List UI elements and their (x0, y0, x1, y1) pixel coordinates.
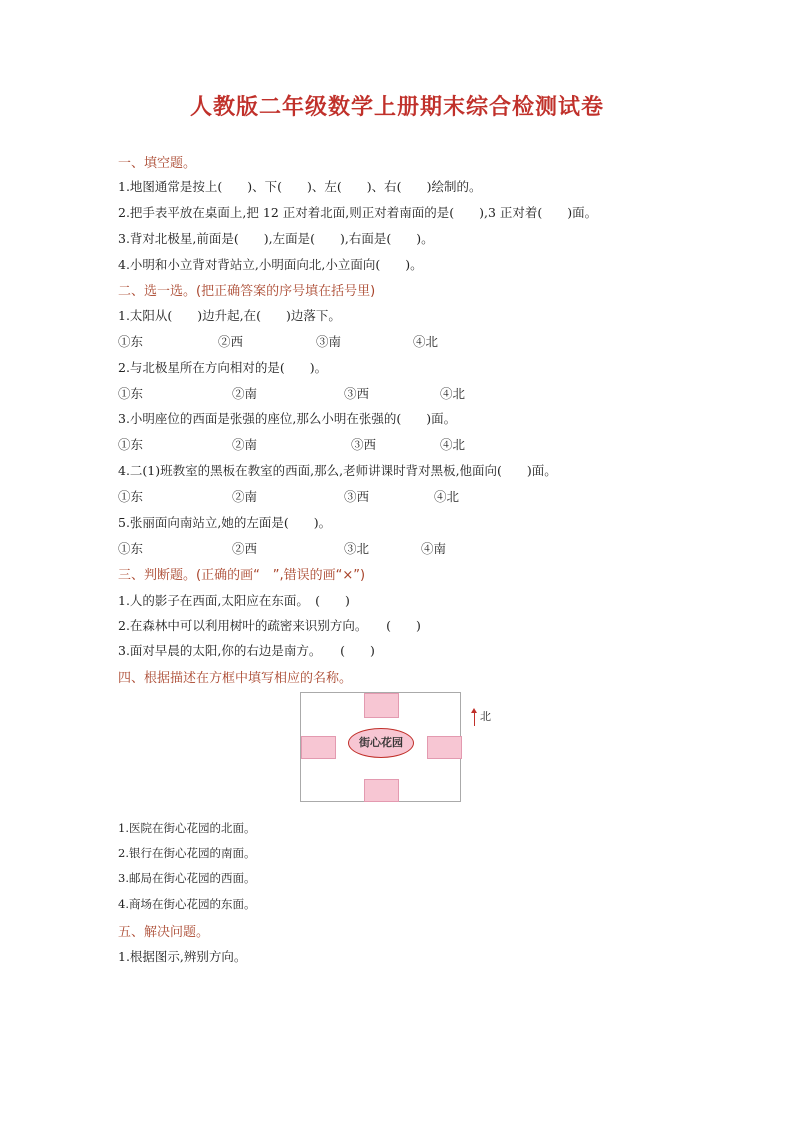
s2-question-2: 2.与北极星所在方向相对的是( )。 (118, 360, 328, 375)
s3-question-2: 2.在森林中可以利用树叶的疏密来识别方向。 ( ) (118, 618, 421, 633)
garden-diagram (300, 692, 461, 802)
s3-question-3: 3.面对早晨的太阳,你的右边是南方。 ( ) (118, 643, 375, 658)
west-blank-box[interactable] (301, 736, 336, 759)
section-4-heading: 四、根据描述在方框中填写相应的名称。 (118, 671, 353, 686)
s2-question-4: 4.二(1)班教室的黑板在教室的西面,那么,老师讲课时背对黑板,他面向( )面。 (118, 463, 557, 478)
section-3-heading: 三、判断题。(正确的画“ ”,错误的画“×”) (118, 568, 366, 583)
s2-q3-option-c: ③西 (351, 437, 377, 452)
s2-question-3: 3.小明座位的西面是张强的座位,那么小明在张强的( )面。 (118, 411, 457, 426)
s2-q3-option-b: ②南 (232, 437, 258, 452)
south-blank-box[interactable] (364, 779, 399, 802)
s1-question-2: 2.把手表平放在桌面上,把 12 正对着北面,则正对着南面的是( ),3 正对着( )面。 (118, 205, 598, 220)
s1-question-1: 1.地图通常是按上( )、下( )、左( )、右( )绘制的。 (118, 179, 482, 194)
s3-question-1: 1.人的影子在西面,太阳应在东面。 ( ) (118, 593, 350, 608)
s2-question-1: 1.太阳从( )边升起,在( )边落下。 (118, 308, 341, 323)
s2-q2-option-d: ④北 (440, 386, 466, 401)
s2-q3-option-a: ①东 (118, 437, 144, 452)
s2-q5-option-c: ③北 (344, 541, 370, 556)
s2-q3-option-d: ④北 (440, 437, 466, 452)
s2-q1-option-c: ③南 (316, 334, 342, 349)
north-label: 北 (480, 710, 491, 723)
s2-q1-option-b: ②西 (218, 334, 244, 349)
s4-item-1: 1.医院在街心花园的北面。 (118, 821, 256, 835)
s2-q4-option-a: ①东 (118, 489, 144, 504)
s1-question-3: 3.背对北极星,前面是( ),左面是( ),右面是( )。 (118, 231, 434, 246)
section-1-heading: 一、填空题。 (118, 156, 197, 171)
s2-q1-option-d: ④北 (413, 334, 439, 349)
section-2-heading: 二、选一选。(把正确答案的序号填在括号里) (118, 284, 376, 299)
page-title: 人教版二年级数学上册期末综合检测试卷 (189, 95, 604, 120)
s4-item-3: 3.邮局在街心花园的西面。 (118, 871, 256, 885)
north-blank-box[interactable] (364, 693, 399, 718)
s4-item-2: 2.银行在街心花园的南面。 (118, 846, 256, 860)
s5-question-1: 1.根据图示,辨别方向。 (118, 949, 247, 964)
s2-q5-option-b: ②西 (232, 541, 258, 556)
north-indicator (470, 708, 491, 726)
s2-q2-option-a: ①东 (118, 386, 144, 401)
s2-q2-option-b: ②南 (232, 386, 258, 401)
s1-question-4: 4.小明和小立背对背站立,小明面向北,小立面向( )。 (118, 257, 423, 272)
s2-q5-option-d: ④南 (421, 541, 447, 556)
s2-q5-option-a: ①东 (118, 541, 144, 556)
s2-q4-option-c: ③西 (344, 489, 370, 504)
section-5-heading: 五、解决问题。 (118, 925, 210, 940)
s2-question-5: 5.张丽面向南站立,她的左面是( )。 (118, 515, 332, 530)
s2-q4-option-d: ④北 (434, 489, 460, 504)
s4-item-4: 4.商场在街心花园的东面。 (118, 897, 256, 911)
arrow-up-icon (470, 708, 480, 726)
s2-q1-option-a: ①东 (118, 334, 144, 349)
east-blank-box[interactable] (427, 736, 462, 759)
center-garden-label: 街心花园 (348, 728, 414, 758)
s2-q2-option-c: ③西 (344, 386, 370, 401)
s2-q4-option-b: ②南 (232, 489, 258, 504)
